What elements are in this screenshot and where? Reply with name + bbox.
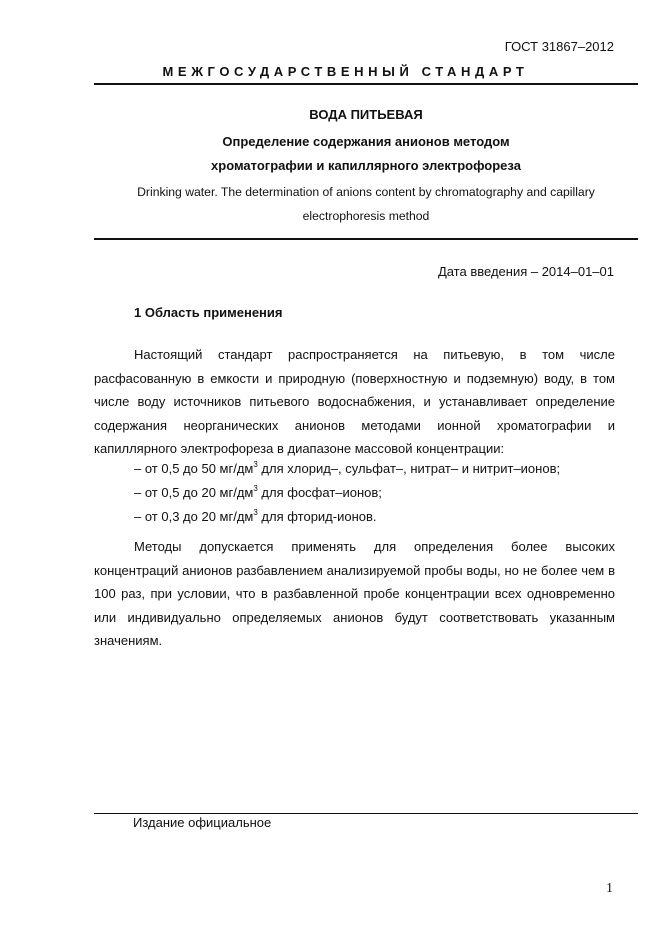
introduction-date: Дата введения – 2014–01–01 xyxy=(437,264,614,279)
footer-divider xyxy=(94,813,638,814)
concentration-range-list xyxy=(134,457,614,529)
top-divider xyxy=(94,83,638,85)
official-edition-label: Издание официальное xyxy=(133,815,272,830)
scope-paragraph-2 xyxy=(94,535,615,653)
page-number: 1 xyxy=(606,881,613,896)
list-item: – от 0,5 до 20 $мг/дм^3$ для фосфат–ионов; xyxy=(134,484,382,500)
list-item: – от 0,5 до 50 $мг/дм^3$ для хлорид–, сульфат–, нитрат– и нитрит–ионов; xyxy=(134,460,561,476)
list-item: – от 0,3 до 20 $мг/дм^3$ для фторид-ионов. xyxy=(134,508,377,524)
title-block xyxy=(94,105,638,228)
title-divider xyxy=(94,238,638,240)
document-title: ВОДА ПИТЬЕВАЯ xyxy=(309,107,423,122)
standard-number: ГОСТ 31867–2012 xyxy=(504,39,614,54)
section-heading: 1 Область применения xyxy=(134,305,283,320)
interstate-standard-label: МЕЖГОСУДАРСТВЕННЫЙ СТАНДАРТ xyxy=(162,64,529,79)
scope-paragraph-1 xyxy=(94,343,615,461)
document-subtitle-ru: Определение содержания анионов методом хроматографии и капиллярного электрофореза xyxy=(211,134,521,173)
scope-paragraph-1-text: Настоящий стандарт распространяется на питьевую, в том числе расфасованную в емкости и природную (поверхностную и подземную) воду, в том числе воду источников питьевого водоснабжения, и устанавливает определение содержания неорганических анионов методами ионной хроматографии и капиллярного электрофореза в диапазоне массовой концентрации: xyxy=(94,347,615,456)
scope-paragraph-2-text: Методы допускается применять для определения более высоких концентраций анионов разбавлением анализируемой пробы воды, но не более чем в 100 раз, при условии, что в разбавленной пробе концентрации всех одновременно или индивидуально определяемых анионов будут соответствовать указанным значениям. xyxy=(94,539,615,648)
document-subtitle-en: Drinking water. The determination of anions content by chromatography and capillary electrophoresis method xyxy=(137,185,595,223)
